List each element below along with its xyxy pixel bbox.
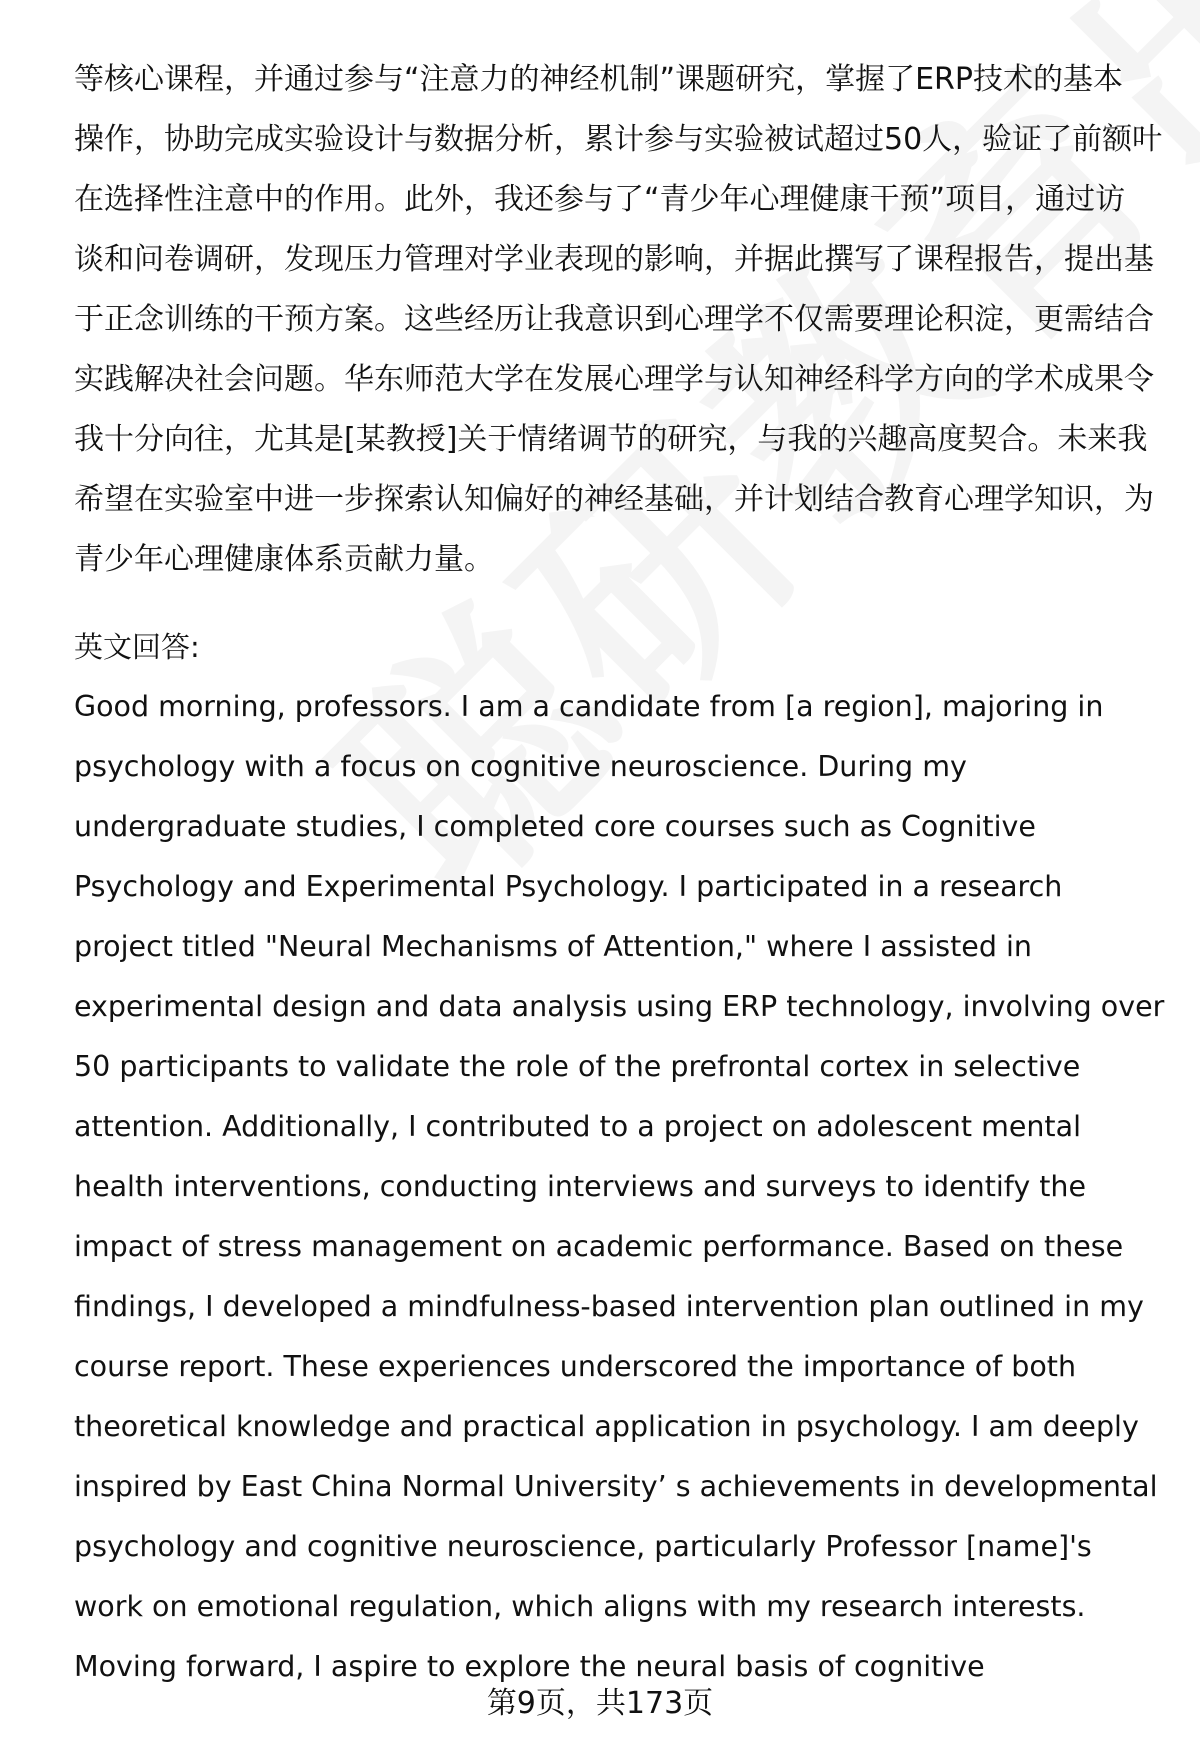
text-line: 操作，协助完成实验设计与数据分析，累计参与实验被试超过50人，验证了前额叶 — [74, 122, 1163, 157]
english-answer-paragraph — [74, 683, 1174, 1703]
text-line: 谈和问卷调研，发现压力管理对学业表现的影响，并据此撰写了课程报告，提出基 — [74, 242, 1154, 277]
text-line: 50 participants to validate the role of the prefrontal cortex in selective — [74, 1050, 1081, 1083]
page-number: 第9页，共173页 — [486, 1686, 714, 1721]
text-line: findings, I developed a mindfulness-based intervention plan outlined in my — [74, 1290, 1144, 1323]
text-line: 等核心课程，并通过参与“注意力的神经机制”课题研究，掌握了ERP技术的基本 — [74, 62, 1123, 97]
text-line: psychology with a focus on cognitive neuroscience. During my — [74, 750, 967, 783]
text-line: theoretical knowledge and practical application in psychology. I am deeply — [74, 1410, 1139, 1443]
text-line: experimental design and data analysis using ERP technology, involving over — [74, 990, 1165, 1023]
text-line: attention. Additionally, I contributed to a project on adolescent mental — [74, 1110, 1081, 1143]
text-line: course report. These experiences underscored the importance of both — [74, 1350, 1077, 1383]
english-answer-heading: 英文回答: — [74, 630, 200, 664]
text-line: Moving forward, I aspire to explore the neural basis of cognitive — [74, 1650, 985, 1683]
text-line: 实践解决社会问题。华东师范大学在发展心理学与认知神经科学方向的学术成果令 — [74, 362, 1154, 397]
text-line: Good morning, professors. I am a candidate from [a region], majoring in — [74, 690, 1104, 723]
text-line: psychology and cognitive neuroscience, particularly Professor [name]'s — [74, 1530, 1092, 1563]
text-line: project titled "Neural Mechanisms of Attention," where I assisted in — [74, 930, 1032, 963]
text-line: work on emotional regulation, which aligns with my research interests. — [74, 1590, 1086, 1623]
text-line: 我十分向往，尤其是[某教授]关于情绪调节的研究，与我的兴趣高度契合。未来我 — [74, 422, 1148, 457]
text-line: inspired by East China Normal University’ s achievements in developmental — [74, 1470, 1158, 1503]
chinese-answer-paragraph — [74, 56, 1164, 596]
text-line: undergraduate studies, I completed core courses such as Cognitive — [74, 810, 1036, 843]
text-line: 在选择性注意中的作用。此外，我还参与了“青少年心理健康干预”项目，通过访 — [74, 182, 1126, 217]
text-line: health interventions, conducting interviews and surveys to identify the — [74, 1170, 1087, 1203]
text-line: impact of stress management on academic performance. Based on these — [74, 1230, 1124, 1263]
text-line: 青少年心理健康体系贡献力量。 — [74, 542, 494, 577]
text-line: 希望在实验室中进一步探索认知偏好的神经基础，并计划结合教育心理学知识，为 — [74, 482, 1154, 517]
text-line: Psychology and Experimental Psychology. I participated in a research — [74, 870, 1063, 903]
text-line: 于正念训练的干预方案。这些经历让我意识到心理学不仅需要理论积淀，更需结合 — [74, 302, 1154, 337]
